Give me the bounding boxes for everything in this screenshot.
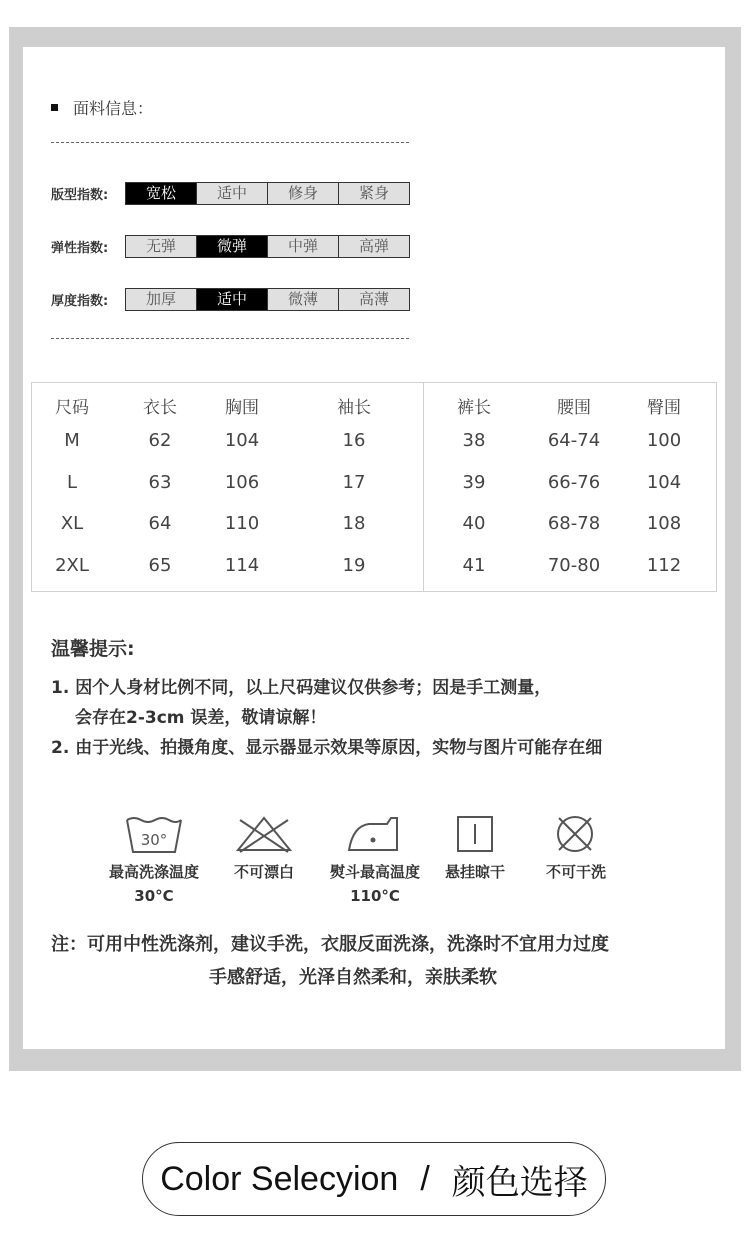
fabric-index-option: 微弹 — [197, 236, 268, 257]
fabric-index-option: 高薄 — [339, 289, 409, 310]
fabric-index-row — [51, 182, 410, 205]
tip-line-3: 2. 由于光线、拍摄角度、显示器显示效果等原因，实物与图片可能存在细 — [51, 738, 603, 758]
table-cell: 106 — [224, 472, 260, 493]
table-header-cell: 胸围 — [225, 398, 259, 418]
table-cell: XL — [60, 513, 84, 534]
table-cell: L — [66, 472, 78, 493]
table-divider — [423, 382, 424, 592]
tips-title: 温馨提示: — [51, 638, 135, 660]
fabric-index-option: 宽松 — [126, 183, 197, 204]
iron-110-icon — [345, 814, 405, 856]
table-cell: 114 — [224, 555, 260, 576]
table-cell: M — [64, 430, 80, 451]
table-cell: 104 — [224, 430, 260, 451]
tip-line-1: 1. 因个人身材比例不同，以上尺码建议仅供参考；因是手工测量， — [51, 678, 552, 698]
table-cell: 18 — [342, 513, 366, 534]
fabric-index-options — [125, 288, 410, 311]
table-cell: 41 — [462, 555, 486, 576]
fabric-index-option: 中弹 — [268, 236, 339, 257]
fabric-index-options — [125, 182, 410, 205]
table-cell: 108 — [646, 513, 682, 534]
table-cell: 62 — [148, 430, 172, 451]
table-cell: 65 — [148, 555, 172, 576]
color-title-cn: 颜色选择 — [451, 1163, 588, 1202]
fabric-index-row — [51, 288, 410, 311]
care-label-bleach: 不可漂白 — [233, 863, 295, 881]
square-bullet-icon — [51, 104, 58, 111]
fabric-info-title — [51, 96, 153, 119]
fabric-index-option: 无弹 — [126, 236, 197, 257]
fabric-info-label: 面料信息： — [73, 99, 154, 118]
title-separator: / — [420, 1159, 430, 1198]
dashed-divider — [51, 338, 409, 339]
care-note-line-2: 手感舒适，光泽自然柔和，亲肤柔软 — [209, 967, 497, 988]
color-selection-heading — [142, 1142, 606, 1216]
tip-line-2: 会存在2-3cm 误差，敬请谅解！ — [75, 708, 327, 728]
care-label-wash: 最高洗涤温度 30°C — [108, 863, 200, 905]
no-dry-clean-icon — [553, 814, 597, 856]
table-cell: 70-80 — [547, 555, 601, 576]
table-header-cell: 臀围 — [647, 398, 681, 418]
table-cell: 100 — [646, 430, 682, 451]
table-cell: 2XL — [55, 555, 89, 576]
table-header-cell: 衣长 — [143, 398, 177, 418]
care-note-line-1: 注：可用中性洗涤剂，建议手洗，衣服反面洗涤，洗涤时不宜用力过度 — [51, 934, 609, 955]
table-cell: 38 — [462, 430, 486, 451]
table-cell: 110 — [224, 513, 260, 534]
fabric-index-option: 微薄 — [268, 289, 339, 310]
fabric-index-option: 修身 — [268, 183, 339, 204]
table-cell: 40 — [462, 513, 486, 534]
table-cell: 63 — [148, 472, 172, 493]
care-label-hang: 悬挂晾干 — [444, 863, 506, 881]
hang-dry-icon — [455, 814, 495, 856]
no-bleach-icon — [234, 814, 294, 856]
fabric-index-label: 版型指数: — [51, 188, 109, 203]
table-header-cell: 裤长 — [457, 398, 491, 418]
table-header-cell: 腰围 — [557, 398, 591, 418]
fabric-index-label: 厚度指数: — [51, 294, 109, 309]
wash-temp-text: 30° — [140, 831, 168, 849]
fabric-index-option: 适中 — [197, 183, 268, 204]
size-table — [31, 382, 717, 592]
table-cell: 39 — [462, 472, 486, 493]
dashed-divider — [51, 142, 409, 143]
table-cell: 66-76 — [547, 472, 601, 493]
fabric-index-option: 适中 — [197, 289, 268, 310]
care-label-dryclean: 不可干洗 — [545, 863, 607, 881]
table-cell: 112 — [646, 555, 682, 576]
fabric-index-option: 紧身 — [339, 183, 409, 204]
table-header-cell: 袖长 — [337, 398, 371, 418]
fabric-index-row — [51, 235, 410, 258]
color-title-en: Color Selecyion — [160, 1159, 399, 1198]
fabric-index-label: 弹性指数: — [51, 241, 109, 256]
table-cell: 64-74 — [547, 430, 601, 451]
table-cell: 17 — [342, 472, 366, 493]
table-cell: 16 — [342, 430, 366, 451]
table-cell: 19 — [342, 555, 366, 576]
fabric-index-option: 加厚 — [126, 289, 197, 310]
care-label-iron: 熨斗最高温度 110°C — [329, 863, 421, 905]
table-header-cell: 尺码 — [55, 398, 89, 418]
wash-30-icon — [124, 814, 184, 856]
table-cell: 68-78 — [547, 513, 601, 534]
fabric-index-option: 高弹 — [339, 236, 409, 257]
table-cell: 64 — [148, 513, 172, 534]
table-cell: 104 — [646, 472, 682, 493]
fabric-index-options — [125, 235, 410, 258]
